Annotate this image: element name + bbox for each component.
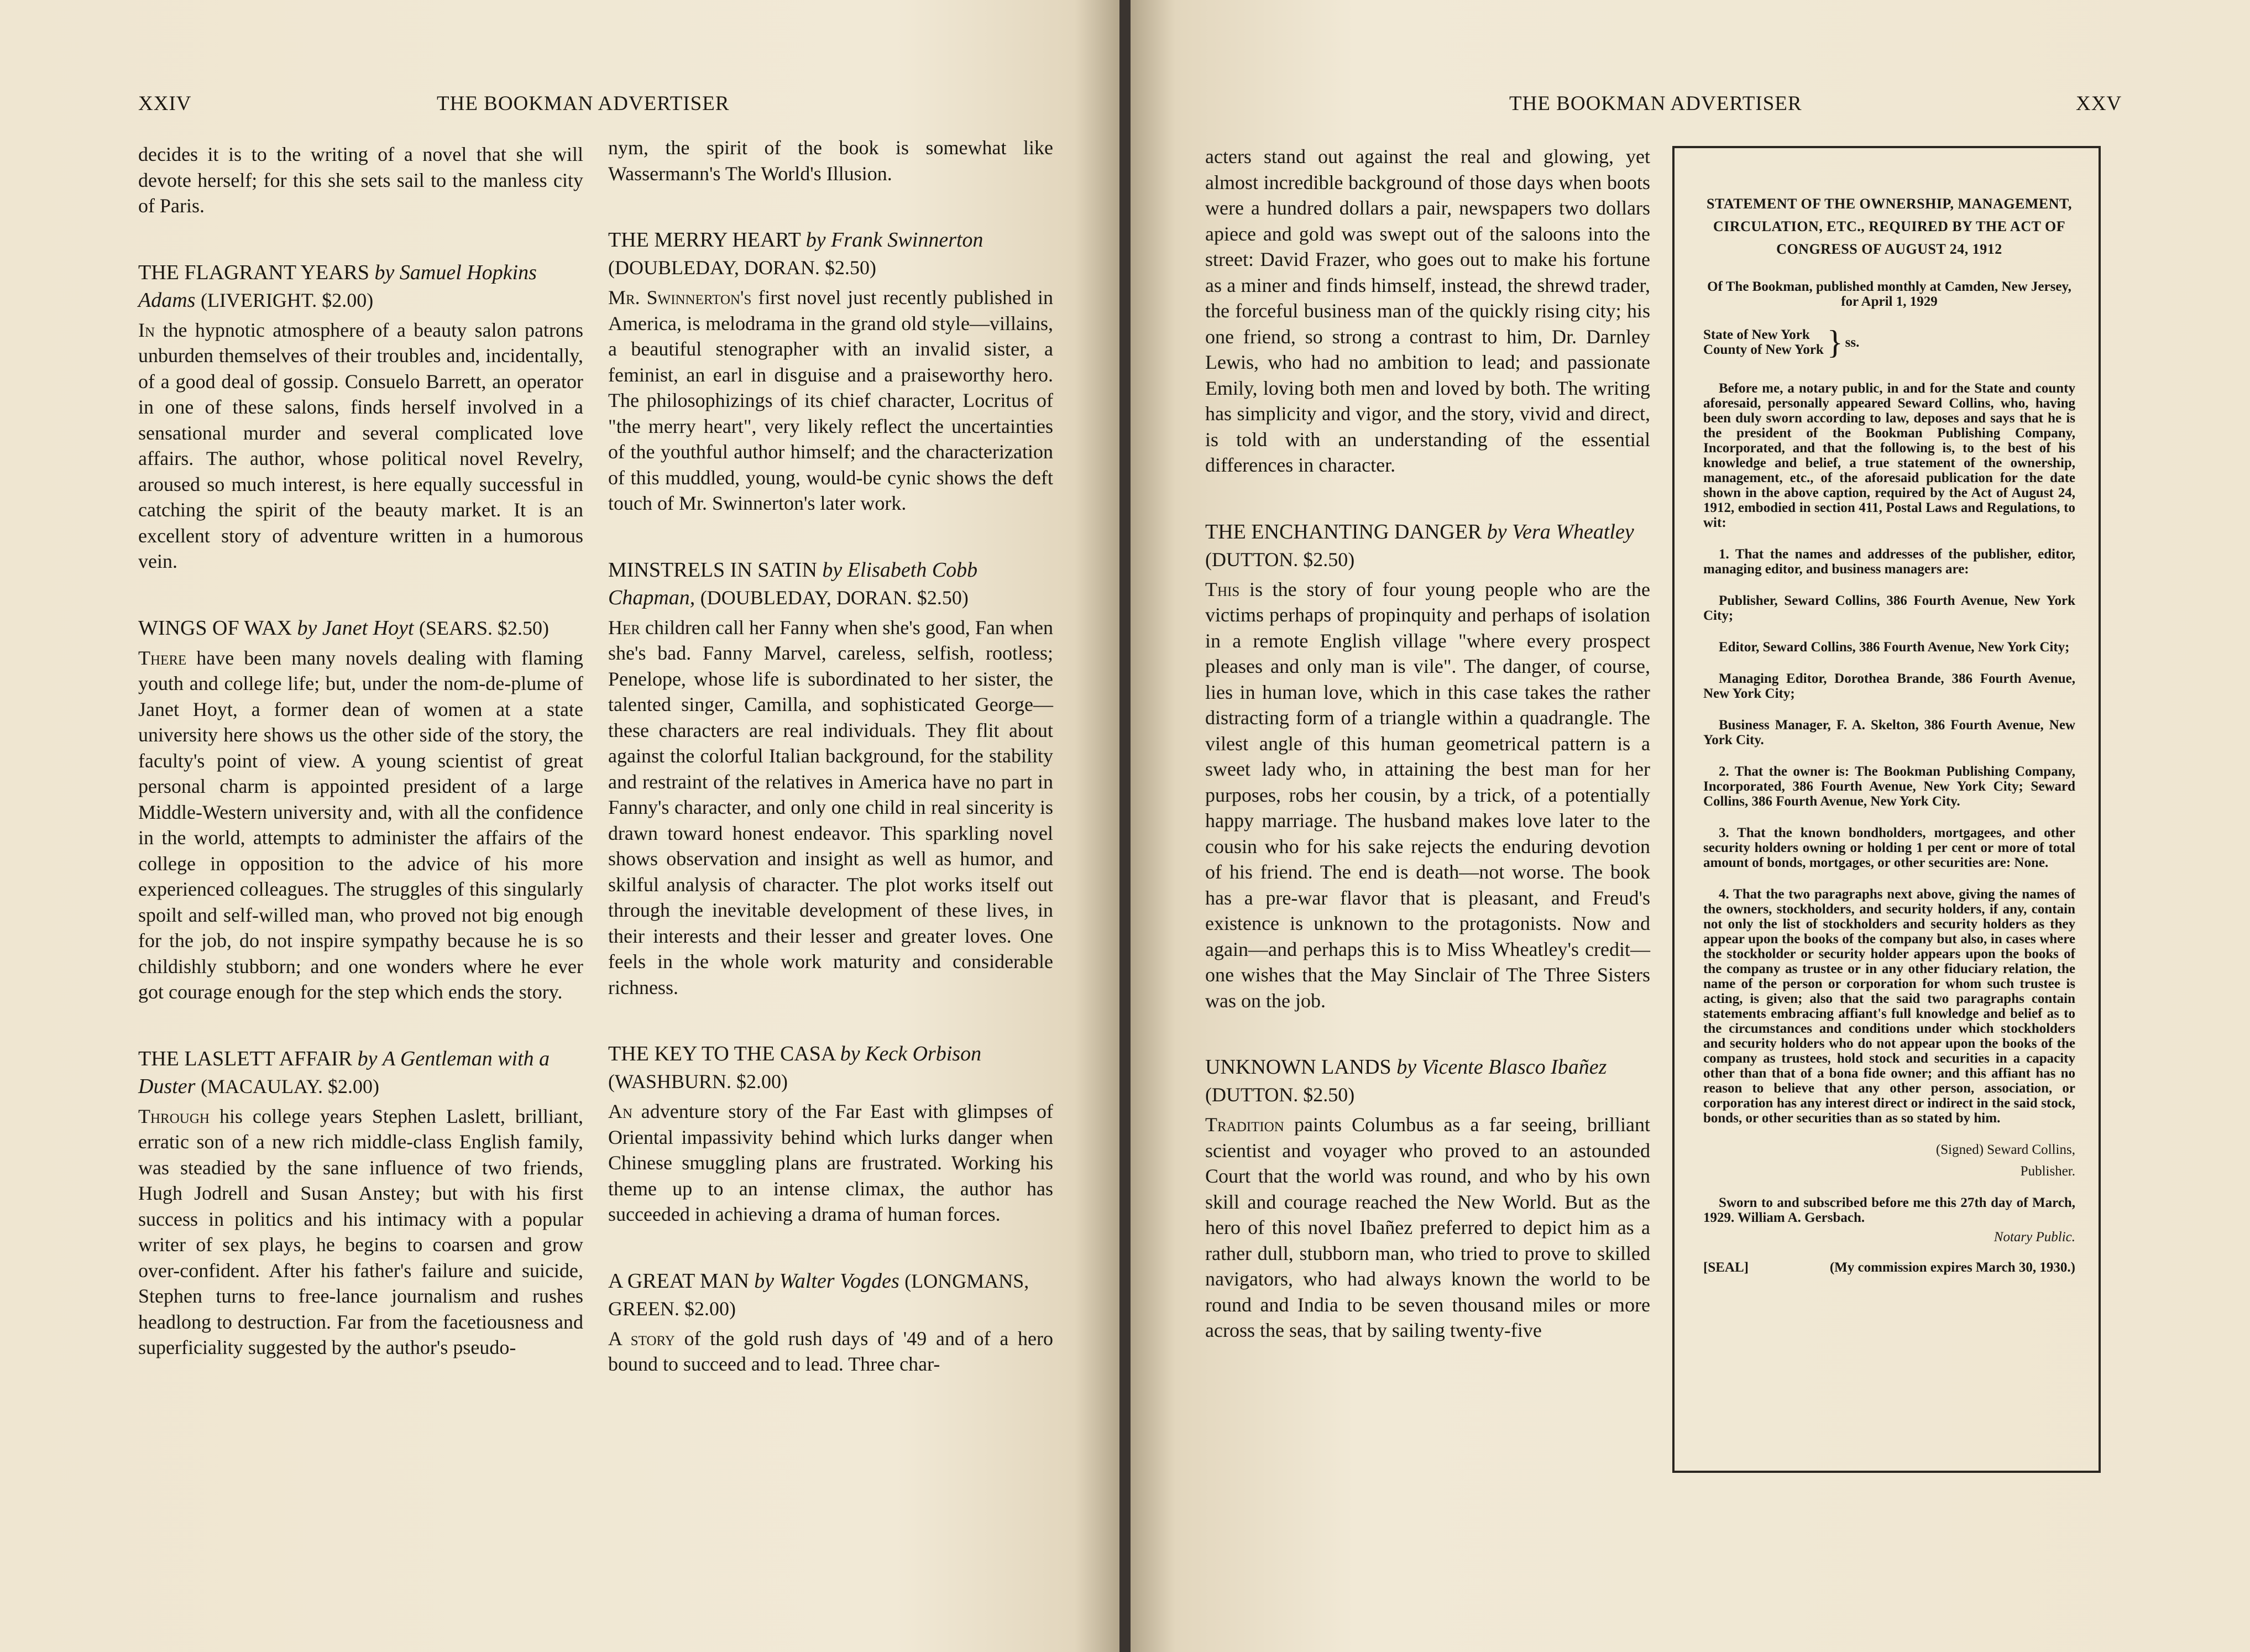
seal-row <box>1703 1260 2075 1275</box>
right-column-1 <box>1205 144 1650 1343</box>
review-lead: There <box>138 646 187 669</box>
statement-publisher: Publisher, Seward Collins, 386 Fourth Avenue, New York City; <box>1703 593 2075 623</box>
statement-title: STATEMENT OF THE OWNERSHIP, MANAGEMENT, CIRCULATION, ETC., REQUIRED BY THE ACT OF CONGRESS OF AUGUST 24, 1912 <box>1707 196 2072 257</box>
page-number-left: XXIV <box>138 92 192 115</box>
review-heading <box>138 1045 583 1100</box>
review-author: Vicente Blasco Ibañez <box>1421 1055 1607 1079</box>
review-title: THE LASLETT AFFAIR <box>138 1047 353 1070</box>
review-text: have been many novels dealing with flaming youth and college life; but, under the nom-de-plume of Janet Hoyt, a former dean of women at a state university here shows us the other side of the story, the faculty's point of view. A young scientist of great personal charm is appointed president of a large Middle-Western university and, with all the confidence in the world, attempts to administer the affairs of the college in opposition to the advice of his more experienced colleagues. The struggles of this singularly spoilt and self-willed man, who proved not big enough for the job, do not inspire sympathy because he is so childishly stubborn; and one wonders where he ever got courage enough for the step which ends the story. <box>138 646 583 1003</box>
review-body <box>608 285 1053 516</box>
review-by: by <box>297 616 317 640</box>
review-publisher: (DOUBLEDAY, DORAN. $2.50) <box>700 586 969 609</box>
review-entry <box>608 226 1053 516</box>
seal-label: [SEAL] <box>1703 1260 1749 1275</box>
review-entry <box>608 1040 1053 1227</box>
review-text: adventure story of the Far East with glimpses of Oriental impassivity behind which lurks danger when Chinese smuggling plans are frustrated. Working his theme up to an intense climax, the author has succeeded in achieving a drama of human forces. <box>608 1100 1053 1225</box>
notary-title: Notary Public. <box>1993 1230 2075 1245</box>
review-author: Walter Vogdes <box>779 1269 899 1293</box>
review-text: children call her Fanny when she's good, Fan when she's bad. Fanny Marvel, careless, selfish, rootless; Penelope, whose life is subordinated to her sister, the talented singer, Camilla, and sophisticated George—these characters are real individuals. They flit about against the colorful Italian background, for the stability and restraint of the relatives in America have no part in Fanny's character, and only one child in real sincerity is drawn toward honest endeavor. This sparkling novel shows observation and insight as well as humor, and skilful analysis of character. The plot works itself out through the inevitable development of these lives, in their interests and their lesser and greater loves. One feels in the whole work maturity and considerable richness. <box>608 616 1053 998</box>
review-author: Janet Hoyt <box>322 616 414 640</box>
sworn-line: Sworn to and subscribed before me this 27th day of March, 1929. William A. Gersbach. <box>1703 1195 2075 1225</box>
review-publisher: (DUTTON. $2.50) <box>1205 1084 1355 1106</box>
column-intro: decides it is to the writing of a novel that she will devote herself; for this she sets sail to the manless city of Paris. <box>138 143 583 217</box>
review-lead: An <box>608 1100 633 1122</box>
state-county <box>1703 326 2075 359</box>
review-title: UNKNOWN LANDS <box>1205 1055 1391 1079</box>
statement-item-4: 4. That the two paragraphs next above, giving the names of the owners, stockholders, and security holders, if any, contain not only the list of stockholders and security holders as they appear upon the books of the company but also, in cases where the stockholder or security holder appears upon the books of the company as trustee or in any other fiduciary relation, the name of the person or corporation for whom such trustee is acting, is given; also that the said two paragraphs contain statements embracing affiant's full knowledge and belief as to the circumstances and conditions under which stockholders and security holders who do not appear upon the books of the company as trustees, hold stock and securities in a capacity other than that of a bona fide owner; and this affiant has no reason to believe that any other person, association, or corporation has any interest direct or indirect in the said stock, bonds, or other securities than as so stated by him. <box>1703 887 2075 1126</box>
review-entry <box>608 1267 1053 1377</box>
review-author: A Gentleman with a Duster <box>138 1047 550 1098</box>
review-heading <box>608 556 1053 611</box>
running-head-right: THE BOOKMAN ADVERTISER <box>1509 92 1802 115</box>
review-body <box>138 317 583 574</box>
statement-item-2: 2. That the owner is: The Bookman Publishing Company, Incorporated, 386 Fourth Avenue, New York City; Seward Collins, 386 Fourth Avenue, New York City. <box>1703 764 2075 809</box>
review-author: Elisabeth Cobb Chapman, <box>608 558 978 609</box>
review-text: of the gold rush days of '49 and of a hero bound to succeed and to lead. Three char- <box>608 1327 1054 1375</box>
review-entry <box>138 259 583 574</box>
review-body <box>608 615 1053 1001</box>
review-body <box>138 645 583 1005</box>
review-lead: This <box>1205 578 1240 600</box>
signature-role: Publisher. <box>2020 1164 2075 1179</box>
review-body <box>1205 1112 1650 1343</box>
review-entry <box>608 556 1053 1001</box>
column-intro: nym, the spirit of the book is somewhat like Wassermann's The World's Illusion. <box>608 137 1053 185</box>
review-title: THE KEY TO THE CASA <box>608 1042 835 1065</box>
review-publisher: (WASHBURN. $2.00) <box>608 1070 788 1092</box>
page-number-right: XXV <box>2076 92 2122 115</box>
review-title: MINSTRELS IN SATIN <box>608 558 817 582</box>
review-entry <box>1205 518 1650 1014</box>
review-lead: Mr. Swinnerton's <box>608 286 752 309</box>
statement-item-1: 1. That the names and addresses of the publisher, editor, managing editor, and business managers are: <box>1703 547 2075 577</box>
review-entry <box>138 1045 583 1361</box>
review-by: by <box>754 1269 775 1293</box>
review-author: Frank Swinnerton <box>831 228 983 252</box>
review-author: Keck Orbison <box>865 1042 982 1065</box>
review-by: by <box>357 1047 378 1070</box>
statement-item-3: 3. That the known bondholders, mortgagees, and other security holders owning or holding 1 per cent or more of total amount of bonds, mortgages, or other securities are: None. <box>1703 825 2075 870</box>
review-title: THE MERRY HEART <box>608 228 801 252</box>
review-publisher: (LONGMANS, GREEN. $2.00) <box>608 1269 1029 1320</box>
commission-expiry: (My commission expires March 30, 1930.) <box>1829 1260 2075 1275</box>
review-lead: Tradition <box>1205 1113 1284 1136</box>
review-text: is the story of four young people who are the victims perhaps of propinquity and perhaps of isolation in a remote English village "where every prospect pleases and only man is vile". The danger, of course, lies in human love, which in this case takes the rather distracting form of a triangle within a quadrangle. The vilest angle of this human geometrical pattern is a sweet lady who, in attaining the best man for her purposes, robs her cousin, by a trick, of a potentially happy marriage. The husband makes love later to the cousin who for his sake rejects the enduring devotion of his friend. The end is death—not worse. The book has a pre-war flavor that is pleasant, and Freud's existence is unknown to the protagonists. Now and again—and perhaps this is to Miss Wheatley's credit—one wishes that the May Sinclair of The Three Sisters was on the job. <box>1205 578 1650 1012</box>
signature-line: (Signed) Seward Collins, <box>1935 1142 2075 1157</box>
ownership-statement <box>1672 146 2101 1473</box>
review-by: by <box>840 1042 860 1065</box>
running-head-left: THE BOOKMAN ADVERTISER <box>437 92 730 115</box>
statement-managing-editor: Managing Editor, Dorothea Brande, 386 Fourth Avenue, New York City; <box>1703 671 2075 701</box>
review-author: Vera Wheatley <box>1512 520 1634 543</box>
review-title: THE FLAGRANT YEARS <box>138 260 370 284</box>
review-text: paints Columbus as a far seeing, brilliant scientist and voyager who proved to an astounded Court that the world was round, and who by his own skill and courage reached the New World. But as the hero of this novel Ibañez preferred to depict him as a rather dull, stubborn man, who tried to prove to skilled navigators, who had always known the world to be round and India to be seven thousand miles or more across the seas, that by sailing twenty-five <box>1205 1113 1650 1341</box>
review-heading <box>608 1267 1053 1322</box>
review-text: the hypnotic atmosphere of a beauty salon patrons unburden themselves of their troubles and, incidentally, of a good deal of gossip. Consuelo Barrett, an operator in one of these salons, finds herself involved in a sensational murder and several complicated love affairs. The author, whose political novel Revelry, aroused so much interest, is here equally successful in catching the spirit of the beauty market. It is an excellent story of adventure written in a humorous vein. <box>138 318 583 572</box>
review-lead: A story <box>608 1327 675 1350</box>
book-gutter <box>1119 0 1131 1652</box>
review-lead: Her <box>608 616 640 639</box>
left-column-2 <box>608 135 1053 1377</box>
review-lead: Through <box>138 1105 210 1127</box>
review-entry <box>1205 1053 1650 1343</box>
review-lead: In <box>138 318 155 341</box>
state-line: State of New York <box>1703 327 1810 342</box>
brace-glyph: } <box>1827 324 1843 360</box>
review-title: THE ENCHANTING DANGER <box>1205 520 1482 543</box>
statement-of-line: Of The Bookman, published monthly at Camden, New Jersey, for April 1, 1929 <box>1707 279 2071 309</box>
review-author: Samuel Hopkins Adams <box>138 260 537 312</box>
review-heading <box>1205 518 1650 573</box>
column-intro: acters stand out against the real and glowing, yet almost incredible background of those days when boots were a hundred dollars a pair, newspapers two dollars apiece and gold was swept out of the saloons into the street: David Frazer, who goes out to make his fortune as a miner and finds himself, instead, the shrewd trader, the forceful business man of the quickly rising city; his one friend, so strong a contrast to him, Dr. Darnley Lewis, who had no ambition to lead; and passionate Emily, loving both men and loved by both. The writing has simplicity and vigor, and the story, vivid and direct, is told with an understanding of the essential differences in character. <box>1205 145 1650 476</box>
review-body <box>608 1099 1053 1227</box>
review-by: by <box>374 260 395 284</box>
review-heading <box>1205 1053 1650 1109</box>
review-body <box>138 1104 583 1361</box>
review-by: by <box>1487 520 1507 543</box>
review-by: by <box>1396 1055 1417 1079</box>
review-title: A GREAT MAN <box>608 1269 749 1293</box>
review-publisher: (SEARS. $2.50) <box>419 616 550 639</box>
left-page <box>0 0 1119 1652</box>
statement-editor: Editor, Seward Collins, 386 Fourth Avenue, New York City; <box>1719 640 2070 655</box>
review-by: by <box>805 228 826 252</box>
review-text: first novel just recently published in America, is melodrama in the grand old style—villains, a beautiful stenographer with an invalid sister, a feminist, an earl in disguise and a praiseworthy hero. The philosophizings of its chief character, Locritus of "the merry heart", very likely reflect the uncertainties of the youthful author himself; and the characterization of this muddled, young, would-be cynic shows the deft touch of Mr. Swinnerton's later work. <box>608 286 1054 514</box>
review-publisher: (DOUBLEDAY, DORAN. $2.50) <box>608 257 877 279</box>
statement-business-manager: Business Manager, F. A. Skelton, 386 Fourth Avenue, New York City. <box>1703 718 2075 747</box>
review-by: by <box>822 558 843 582</box>
review-title: WINGS OF WAX <box>138 616 292 640</box>
review-publisher: (LIVERIGHT. $2.00) <box>200 289 374 311</box>
review-heading <box>138 614 583 642</box>
review-publisher: (MACAULAY. $2.00) <box>200 1075 379 1097</box>
review-body <box>608 1326 1053 1377</box>
review-publisher: (DUTTON. $2.50) <box>1205 548 1355 571</box>
statement-preamble: Before me, a notary public, in and for the State and county aforesaid, personally appeared Seward Collins, who, having been duly sworn according to law, deposes and says that he is the president of the Bookman Publishing Company, Incorporated, and that the following is, to the best of his knowledge and belief, a true statement of the ownership, management, etc., of the aforesaid publication for the date shown in the above caption, required by the Act of August 24, 1912, embodied in section 411, Postal Laws and Regulations, to wit: <box>1703 381 2075 530</box>
review-body <box>1205 577 1650 1014</box>
review-text: his college years Stephen Laslett, brilliant, erratic son of a new rich middle-class English family, was steadied by the sane influence of two friends, Hugh Jodrell and Susan Anstey; but with his first success in politics and his intimacy with a popular writer of sex plays, he begins to coarsen and grow over-confident. After his father's failure and suicide, Stephen turns to free-lance journalism and rushes headlong to destruction. Far from the facetiousness and superficiality suggested by the author's pseudo- <box>138 1105 583 1358</box>
review-entry <box>138 614 583 1005</box>
review-heading <box>608 1040 1053 1095</box>
left-column-1 <box>138 142 583 1361</box>
ss-label: ss. <box>1845 334 1860 350</box>
review-heading <box>138 259 583 314</box>
county-line: County of New York <box>1703 342 1824 357</box>
review-heading <box>608 226 1053 281</box>
